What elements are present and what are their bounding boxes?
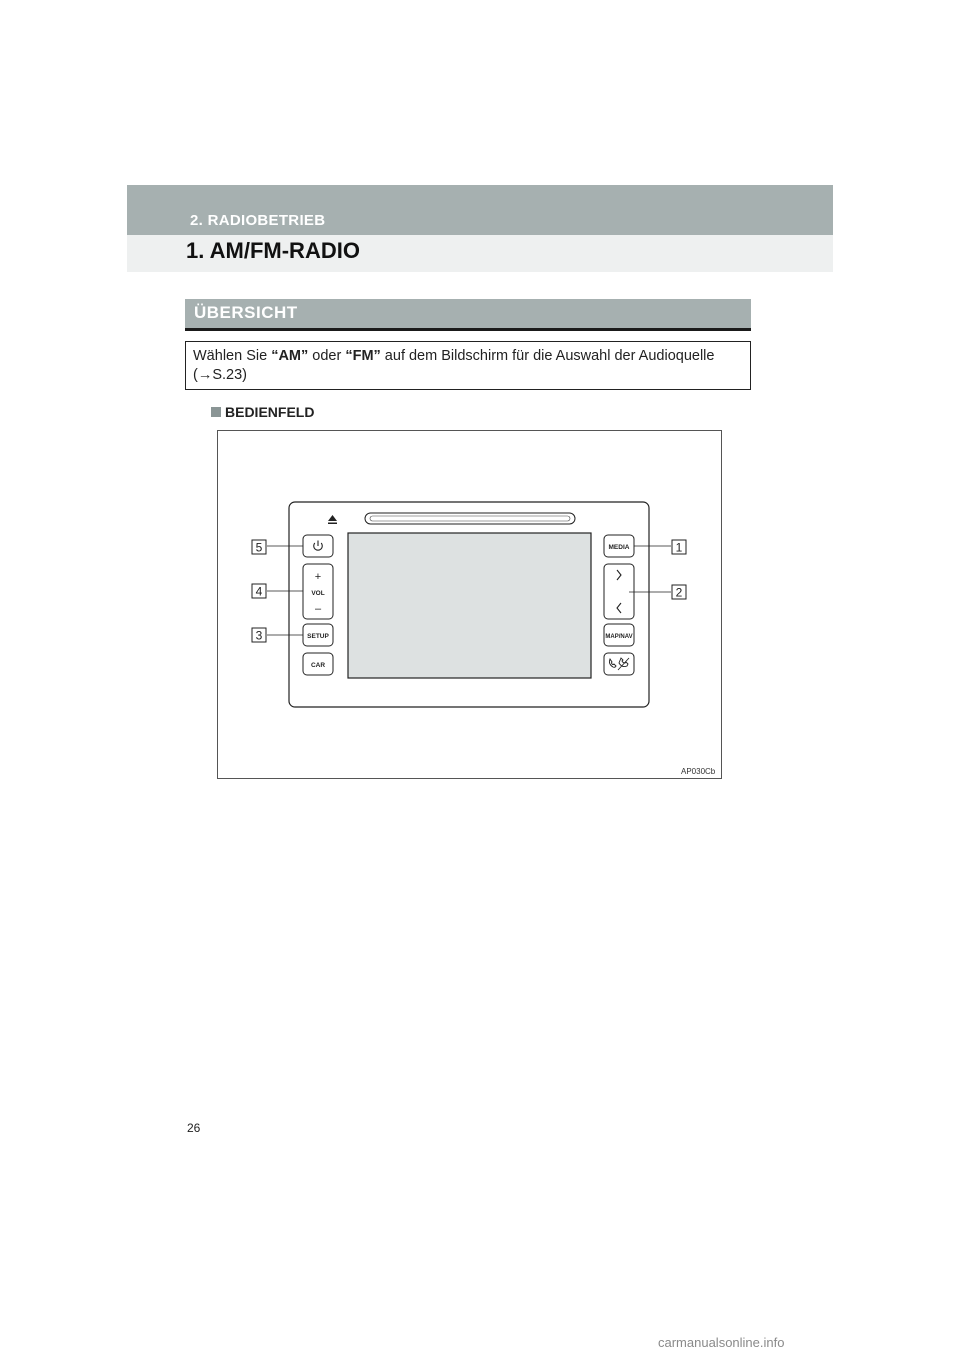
display-screen [348, 533, 591, 678]
setup-label: SETUP [307, 633, 329, 640]
svg-text:4: 4 [255, 584, 263, 599]
panel-heading: BEDIENFELD [211, 404, 314, 420]
section-label: 2. RADIOBETRIEB [190, 212, 326, 229]
map-nav-label: MAP/NAV [605, 634, 633, 640]
watermark: carmanualsonline.info [658, 1335, 785, 1350]
svg-text:5: 5 [255, 540, 263, 555]
page-reference: (→S.23) [193, 367, 247, 383]
callout-1 [672, 540, 686, 555]
svg-text:2: 2 [675, 585, 683, 600]
control-panel-illustration [217, 430, 720, 777]
figure-code: AP030Cb [681, 767, 716, 776]
note-text: Wählen Sie “AM” oder “FM” auf dem Bildschirm für die Auswahl der Audioquelle (→S.23) [193, 348, 715, 383]
svg-text:3: 3 [255, 628, 263, 643]
callout-2 [672, 585, 686, 600]
phone-button[interactable] [604, 653, 634, 675]
volume-minus-label: – [314, 603, 322, 615]
callout-4 [252, 584, 266, 599]
volume-plus-label: + [314, 571, 322, 583]
callout-3 [252, 628, 266, 643]
page-title: 1. AM/FM-RADIO [186, 238, 360, 263]
disc-slot [365, 513, 575, 524]
svg-text:1: 1 [675, 540, 683, 555]
page-number: 26 [187, 1121, 201, 1135]
overview-heading: ÜBERSICHT [194, 303, 298, 322]
media-label: MEDIA [608, 544, 630, 551]
car-label: CAR [310, 662, 326, 669]
square-bullet-icon [211, 407, 221, 417]
callout-5 [252, 540, 266, 555]
volume-label: VOL [311, 590, 325, 597]
